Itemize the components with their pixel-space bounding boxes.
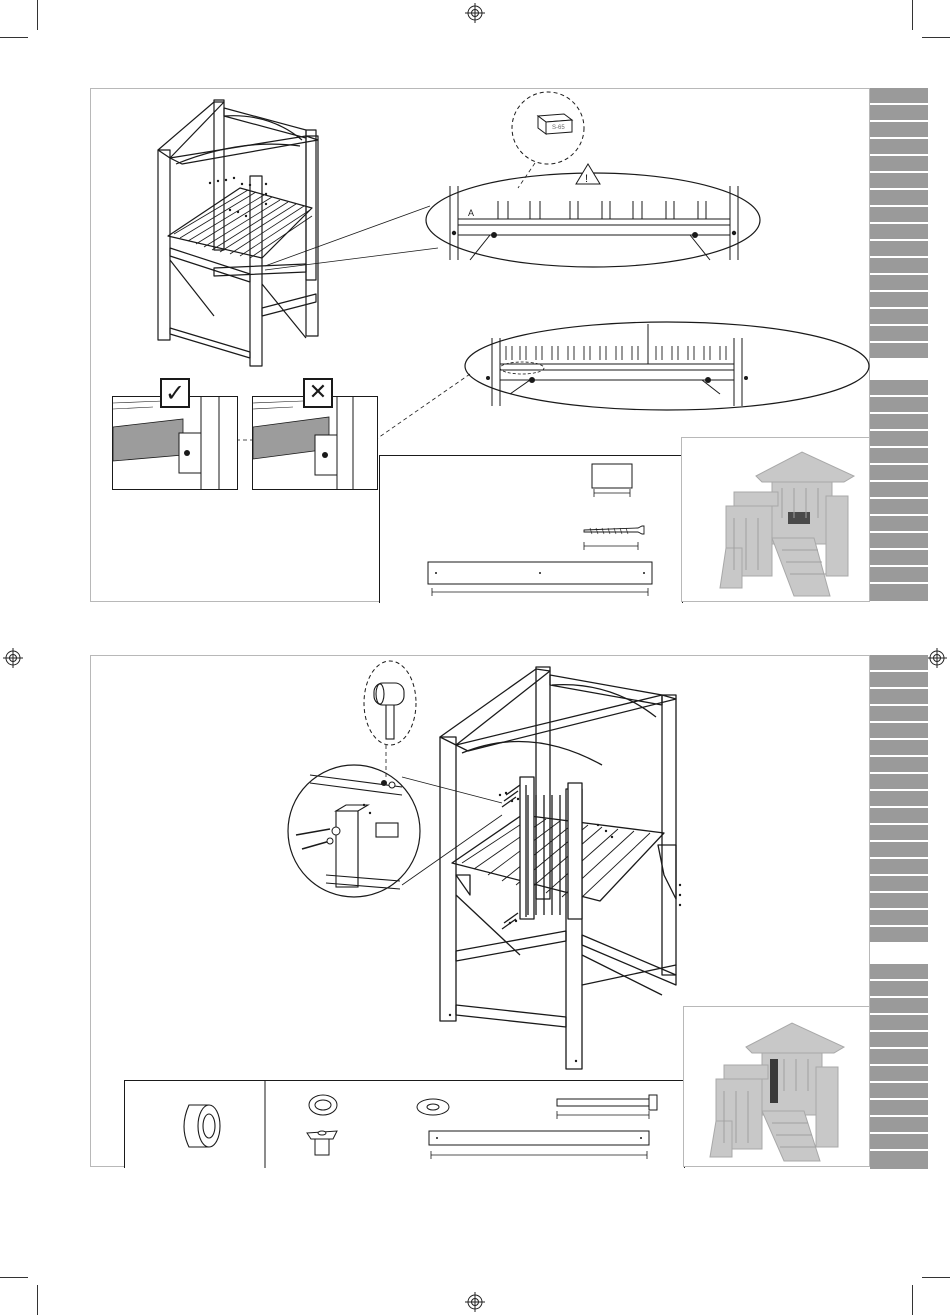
correct-detail-box <box>112 396 238 490</box>
spacer-block-part-icon <box>592 464 632 488</box>
parts-box-bottom <box>124 1080 685 1168</box>
crop-mark <box>922 1277 950 1278</box>
registration-mark-icon <box>3 648 23 668</box>
crop-mark <box>0 37 28 38</box>
spacer-block-icon <box>538 114 572 134</box>
washer-icon <box>309 1095 449 1115</box>
warning-symbol: ! <box>585 173 589 185</box>
registration-mark-icon <box>465 3 485 23</box>
parts-box-top <box>379 455 683 603</box>
t-nut-icon <box>307 1131 337 1155</box>
playhouse-preview-top <box>681 437 870 602</box>
progress-tabs-bottom-2 <box>870 964 928 1171</box>
registration-mark-icon <box>465 1292 485 1312</box>
progress-tabs-top-2 <box>870 380 928 603</box>
crop-mark <box>0 1277 28 1278</box>
crop-mark <box>37 1285 38 1315</box>
block-tag-label: S-65 <box>552 125 565 131</box>
progress-tabs-top-1 <box>870 88 928 360</box>
cap-nut-icon <box>184 1105 220 1147</box>
crop-mark <box>912 0 913 30</box>
check-icon: ✓ <box>160 378 190 408</box>
progress-tabs-bottom-1 <box>870 655 928 944</box>
detail-label-A: A <box>468 208 475 218</box>
crop-mark <box>37 0 38 30</box>
cross-icon: ✕ <box>303 378 333 408</box>
playhouse-preview-bottom <box>683 1006 870 1167</box>
incorrect-detail-box <box>252 396 378 490</box>
crop-mark <box>922 37 950 38</box>
registration-mark-icon <box>927 648 947 668</box>
crop-mark <box>912 1285 913 1315</box>
bolt-icon <box>557 1095 657 1110</box>
plank-icon <box>429 1131 649 1145</box>
screw-icon <box>584 526 644 534</box>
